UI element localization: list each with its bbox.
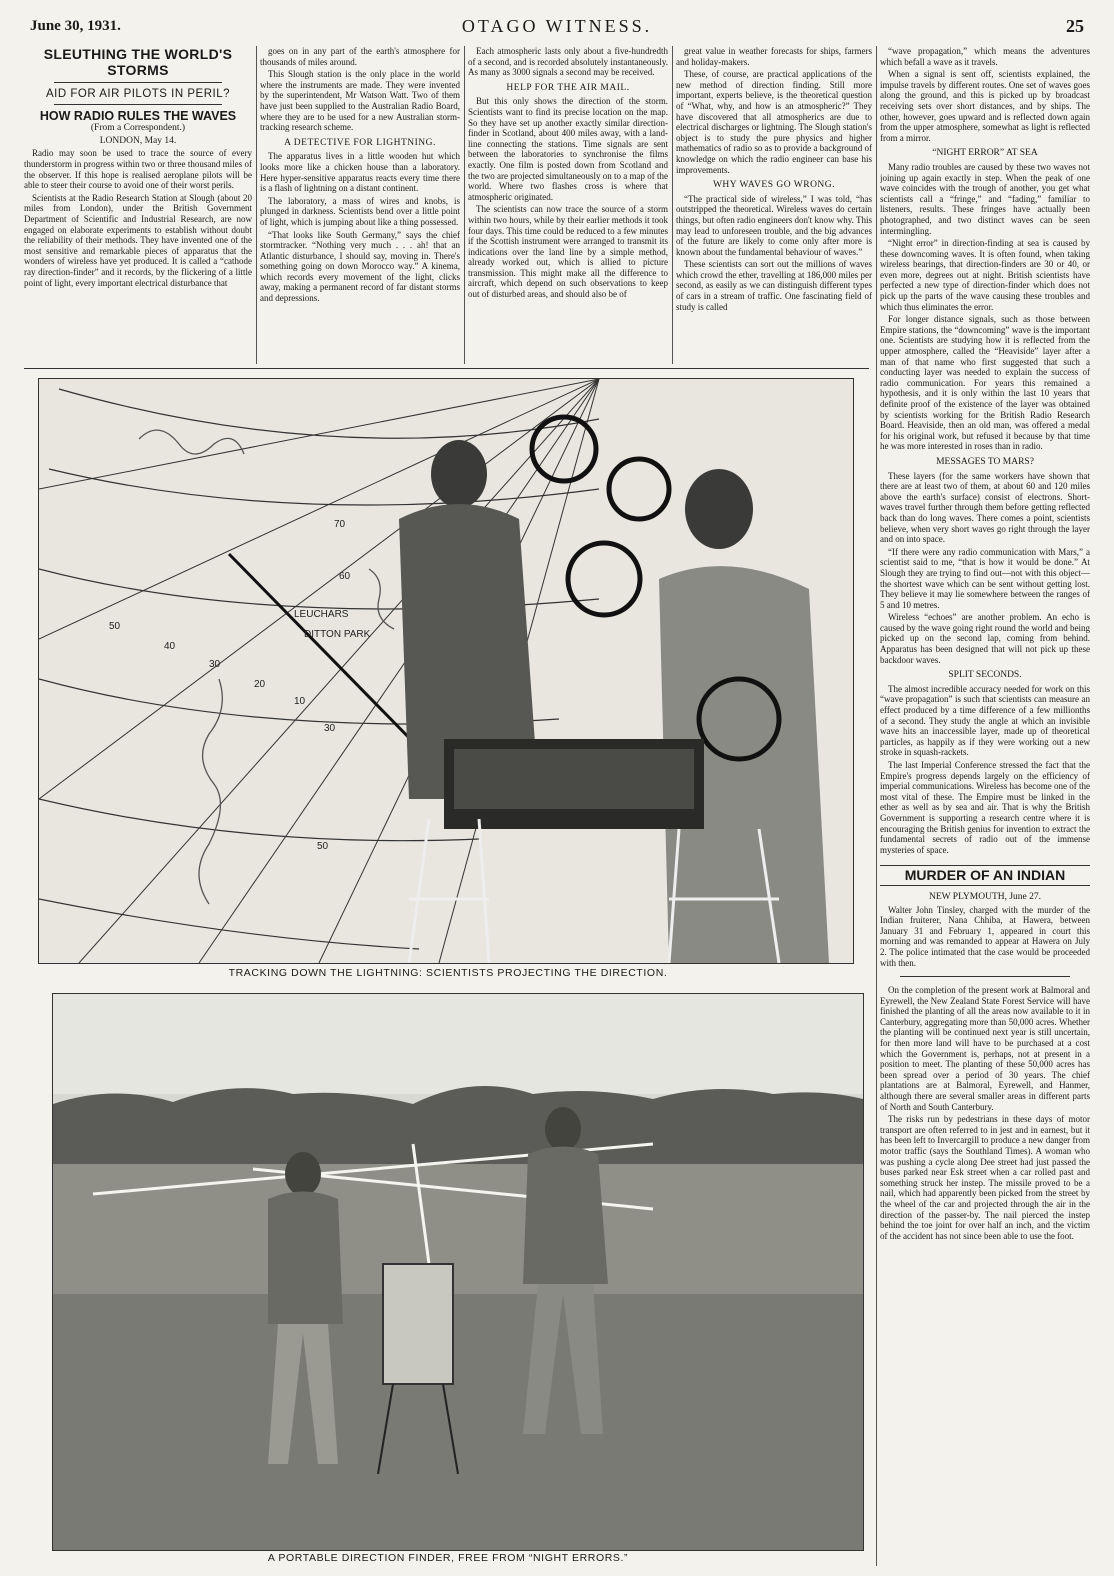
article-deck-2: HOW RADIO RULES THE WAVES xyxy=(39,108,237,123)
paragraph-group xyxy=(468,46,668,78)
paragraph: The scientists can now trace the source of a storm within two hours, while by their earlier methods it took four days. This time could be reduced to a few minutes if the Scottish instrument were arranged to transmit its indications over the land line by a simple method, already worked out, which is allied to picture transmission. This might make all the difference to aircraft, which depend on such observations to keep out of disturbed areas, and should also be of xyxy=(468,204,668,300)
paragraph: For longer distance signals, such as those between Empire stations, the “downcoming” wave is the important one. Scientists are studying how it is reflected from the upper atmosphere, called the “Heaviside” layer after a man of that name who first suggested that such a conducting layer was needed to explain the success of radio communication. For years this remained a hypothesis, and it is only within the last 10 years that definite proof of the existence of the layer was obtained by scientists working for the British Radio Research Board. Heaviside, then an old man, was offered a medal for his original work, but refused it because by that time he was more interested in roses than in radio. xyxy=(880,314,1090,452)
map-label-40: 40 xyxy=(164,641,176,652)
paragraph-group xyxy=(880,162,1090,452)
masthead xyxy=(24,14,1090,38)
map-label-ditton-park: DITTON PARK xyxy=(304,629,371,640)
map-label-50: 50 xyxy=(109,621,121,632)
paragraph: These scientists can sort out the millions of waves which crowd the ether, travelling at 186,000 miles per second, as easily as we can distinguish different types of cars in a stream of traffic. One fascinating field of study is called xyxy=(676,259,872,312)
paragraph-group xyxy=(24,148,252,288)
paragraph: great value in weather forecasts for ships, farmers and holiday-makers. xyxy=(676,46,872,67)
article-column-4 xyxy=(676,46,872,364)
right-column xyxy=(880,46,1090,1566)
paragraph-group xyxy=(880,684,1090,856)
divider xyxy=(900,976,1070,977)
map-label-30b: 30 xyxy=(324,723,336,734)
map-label-30: 30 xyxy=(209,659,221,670)
paragraph-group xyxy=(880,471,1090,666)
subheading-night-error: “NIGHT ERROR” AT SEA xyxy=(932,148,1038,159)
paragraph: Scientists at the Radio Research Station at Slough (about 20 miles from London), under the British Government Department of Scientific and Industrial Research, are now engaged on elaborate experiments to establish without doubt the reliability of their methods. They have invented one of the most sensitive and remarkable pieces of apparatus that the wonders of wireless have yet produced. It is called a “cathode ray direction-finder” and it records, by the flickering of a little point of light, every important electrical disturbance that xyxy=(24,192,252,288)
paragraph: “The practical side of wireless,” I was told, “has outstripped the theoretical. Wireless waves do certain things, but often radio engineers don't know why. This may lead to unforeseen trouble, and the big advances of the future are likely to come only after more is known about the fundamental behaviour of waves.” xyxy=(676,193,872,257)
paragraph: Wireless “echoes” are another problem. An echo is caused by the wave going right round the world and being picked up on the second lap, coming from behind. Apparatus has been designed that will not pick up these backdoor waves. xyxy=(880,612,1090,665)
paragraph: But this only shows the direction of the storm. Scientists want to find its precise location on the map. So they have set up another exactly similar direction-finder in Scotland, about 400 miles away, with a land-line connecting the stations. Time signals are sent between the laboratories to synchronise the films exactly. One film is posted down from Scotland and the two are projected simultaneously on to a map of the world. Where two flashes cross is where that atmospheric originated. xyxy=(468,96,668,202)
paragraph: “If there were any radio communication with Mars,” a scientist said to me, “that is how it would be done.” At Slough they are trying to find out—not with this object—the shortest wave which can be sent without getting lost. They believe it may lie somewhere between the ranges of 5 and 10 metres. xyxy=(880,546,1090,610)
murder-dateline: NEW PLYMOUTH, June 27. xyxy=(928,891,1042,902)
map-label-leuchars: LEUCHARS xyxy=(294,609,349,620)
page-number: 25 xyxy=(1066,16,1084,36)
pedestrian-body: The risks run by pedestrians in these days of motor transport are often referred to in jest and in earnest, but it has been left to Invercargill to produce a new danger from motor traffic (says the Southland Times). A woman who was pushing a cycle along Dee street had just passed the buses parked near Esk street when a car rolled past and something struck her instep. The missile proved to be a nail, which had apparently been picked from the street by the wheel of the car and projected through the air in the direction of the passer-by. The nail pierced the instep behind the toe joint for over half an inch, and the victim of the accident has not since been able to use the foot. xyxy=(880,1114,1090,1241)
article-column-1 xyxy=(24,46,252,364)
map-label-60: 60 xyxy=(339,571,351,582)
paper-title: OTAGO WITNESS. xyxy=(461,16,653,36)
photo-tracking-lightning xyxy=(38,378,854,964)
subheading-airmail: HELP FOR THE AIR MAIL. xyxy=(506,82,630,93)
paragraph-group xyxy=(676,194,872,313)
paragraph-group xyxy=(468,96,668,299)
map-label-10: 10 xyxy=(294,696,306,707)
divider xyxy=(54,82,222,83)
forestry-body: On the completion of the present work at Balmoral and Eyrewell, the New Zealand State Forest Service will have finished the planting of all the areas now available to it in Canterbury, aggregating more than 50,000 acres. Whether the planting will be continued next year is still uncertain, for then more land will have to be purchased at a cost which the Government is, perhaps, not at present in a position to meet. The planting of these 50,000 acres has been spread over a period of 30 years. The chief plantations are at Balmoral, Eyrewell, and Hanmer, although there are several smaller areas in different parts of North and South Canterbury. xyxy=(880,985,1090,1112)
paragraph: Many radio troubles are caused by these two waves not joining up again exactly in step. When the peak of one wave coincides with the trough of another, you get what scientists call a “fringe,” and “fading,” familiar to listeners, results. These fringes have actually been photographed, and two distinct waves can be seen intermingling. xyxy=(880,161,1090,236)
issue-date: June 30, 1931. xyxy=(30,18,121,34)
subheading-detective: A DETECTIVE FOR LIGHTNING. xyxy=(284,137,436,148)
map-photo-svg xyxy=(39,379,853,963)
paragraph-group xyxy=(260,151,460,303)
column-rule xyxy=(464,46,465,364)
paragraph: The laboratory, a mass of wires and knobs, is plunged in darkness. Scientists bend over a little point of light, which is jumping about like a thing possessed. xyxy=(260,195,460,227)
photo-caption-2: A PORTABLE DIRECTION FINDER, FREE FROM “NIGHT ERRORS.” xyxy=(267,1552,629,1564)
dateline: LONDON, May 14. xyxy=(99,135,177,146)
paragraph: “Night error” in direction-finding at sea is caused by these downcoming waves. It is often found, when taking wireless bearings, that direction-finders are 30 or 40, or even more, degrees out at night. British scientists have perfected a new type of direction-finder which does not pick up the parts of the wave causing these troubles and which thus eliminates the error. xyxy=(880,238,1090,312)
article-headline: SLEUTHING THE WORLD'S STORMS xyxy=(43,46,233,78)
paragraph: Each atmospheric lasts only about a five-hundredth of a second, and is recorded absolutely instantaneously. As many as 3000 signals a second may be received. xyxy=(468,46,668,78)
section-rule xyxy=(24,368,869,369)
subheading-split-seconds: SPLIT SECONDS. xyxy=(948,670,1022,681)
paragraph: These, of course, are practical applications of the new method of direction finding. Still more important, experts believe, is the theoretical question of “What, why, and how is an atmospheric?” They have discovered that all atmospherics are due to electrical discharges or lightning. The Slough station's object is to study the pure physics and higher mathematics of radio so as to provide a background of knowledge on which the radio engineer can base his improvements. xyxy=(676,69,872,175)
map-label-50b: 50 xyxy=(317,841,329,852)
paragraph: The apparatus lives in a little wooden hut which looks more like a chicken house than a laboratory. Here hyper-sensitive apparatus reacts every time there is a flash of lightning on a distant continent. xyxy=(260,151,460,194)
paragraph: goes on in any part of the earth's atmosphere for thousands of miles around. xyxy=(260,46,460,67)
article-deck-1: AID FOR AIR PILOTS IN PERIL? xyxy=(46,88,230,100)
column-rule xyxy=(672,46,673,364)
photo-portable-finder xyxy=(52,993,864,1551)
paragraph: Radio may soon be used to trace the source of every thunderstorm in progress within two or three thousand miles of the observer. If this hope is realised aeroplane pilots will be able to steer their course to avoid one of their worst perils. xyxy=(24,148,252,191)
article-column-3 xyxy=(468,46,668,364)
paragraph-group xyxy=(260,46,460,133)
direction-finder-unit xyxy=(383,1264,453,1384)
paragraph: When a signal is sent off, scientists explained, the impulse travels by different routes. One set of waves goes along the ground, and this is picked up by broadcast receiving sets over short distances, and by ships. The other, however, goes upward and is reflected down again from the upper atmosphere, somewhat as light is reflected from a mirror. xyxy=(880,69,1090,143)
paragraph-group xyxy=(676,46,872,175)
byline: (From a Correspondent.) xyxy=(90,123,186,134)
paragraph-group xyxy=(880,46,1090,143)
map-label-70: 70 xyxy=(334,519,346,530)
paragraph: The almost incredible accuracy needed for work on this “wave propagation” is such that scientists can measure an effect produced by a time difference of a few millionths of a second. They study the angle at which an invisible wave hits an inaccessible layer, made up of theoretical particles, as happily as if they were working out a new stroke in squash-rackets. xyxy=(880,683,1090,758)
paragraph: “wave propagation,” which means the adventures which befall a wave as it travels. xyxy=(880,46,1090,67)
column-rule xyxy=(876,46,877,1566)
photo-caption-1: TRACKING DOWN THE LIGHTNING: SCIENTISTS PROJECTING THE DIRECTION. xyxy=(228,967,668,979)
paragraph: These layers (for the same workers have shown that there are at least two of them, at about 60 and 120 miles above the earth's surface) consist of electrons. Short-waves travel further through them before getting reflected back than do long waves. There comes a point, scientists believe, when very short waves go right through the layer and on into space. xyxy=(880,470,1090,545)
murder-body: Walter John Tinsley, charged with the murder of the Indian fruiterer, Nana Chhiba, at Hawera, between January 31 and February 1, appeared in court this morning and was remanded to appear at Hawera on July 2. The police intimated that the case would be proceeded with then. xyxy=(880,904,1090,968)
paragraph: “That looks like South Germany,” says the chief stormtracker. “Nothing very much . . . ah! that an Atlantic disturbance, I should say, moving in. There's something going on down Morocco way.” A kinema, which records every movement of the light, clicks away, making a permanent record of far distant storms and depressions. xyxy=(260,229,460,304)
murder-headline: MURDER OF AN INDIAN xyxy=(880,865,1090,886)
article-column-2 xyxy=(260,46,460,364)
subheading-waves: WHY WAVES GO WRONG. xyxy=(712,180,836,191)
subheading-mars: MESSAGES TO MARS? xyxy=(936,456,1034,467)
paragraph: This Slough station is the only place in the world where the instruments are made. They were invented by the superintendent, Mr Watson Watt. Two of them have just been supplied to the Australian Radio Board, where they are to be used for a new Australian storm-tracking research scheme. xyxy=(260,69,460,133)
paragraph: The last Imperial Conference stressed the fact that the Empire's progress depends largely on the efficiency of imperial communications. Wireless has become one of the most vital of these. The Empire must be linked in the ether as well as by sea and air. That is why the British Government is supporting a research centre where it is encouraging the British genius for invention to extract the fundamental secrets of radio out of the immense mysteries of space. xyxy=(880,760,1090,855)
field-photo-svg xyxy=(53,994,863,1550)
column-rule xyxy=(256,46,257,364)
divider xyxy=(54,104,222,105)
map-label-20: 20 xyxy=(254,679,266,690)
